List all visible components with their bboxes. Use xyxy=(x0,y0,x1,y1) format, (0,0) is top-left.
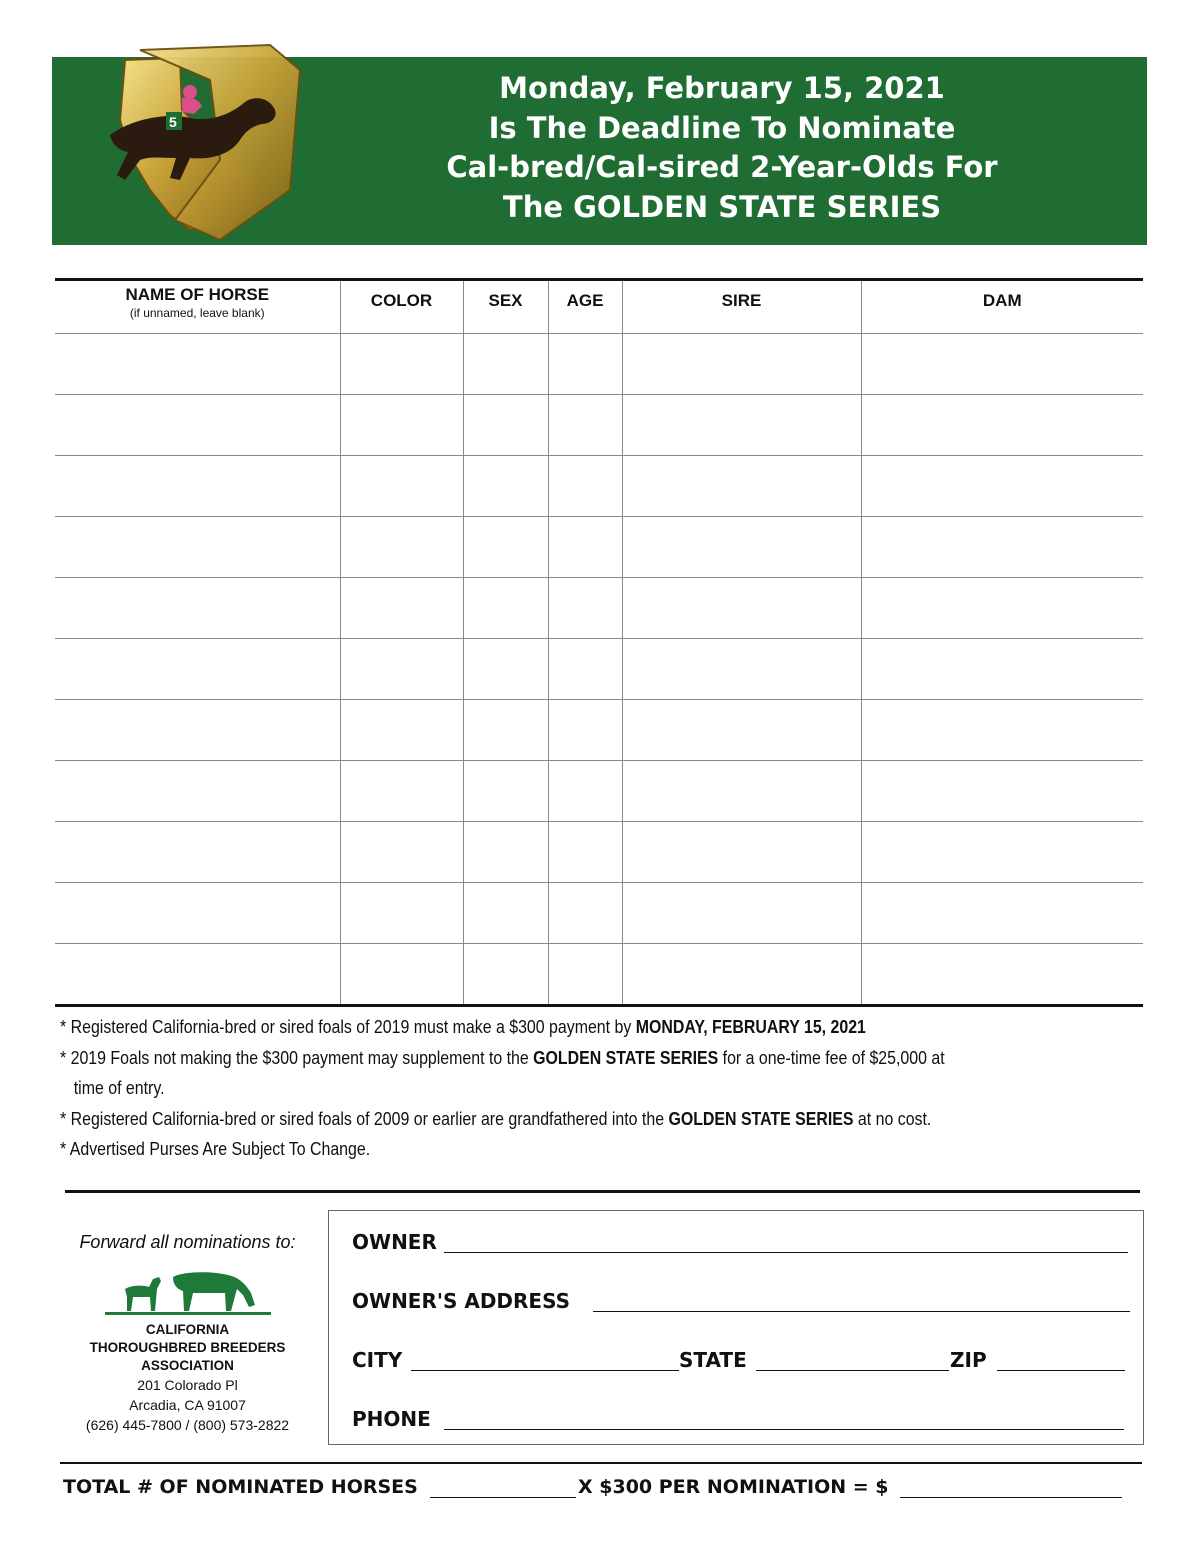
column-header-age: AGE xyxy=(548,280,622,334)
column-header-sex: SEX xyxy=(463,280,548,334)
owner-address-label: OWNER'S ADDRESS xyxy=(352,1289,571,1313)
cell-sex[interactable] xyxy=(463,639,548,700)
cell-dam[interactable] xyxy=(861,639,1143,700)
nomination-table xyxy=(55,278,1143,1007)
association-city: Arcadia, CA 91007 xyxy=(129,1397,246,1413)
owner-info-box xyxy=(328,1210,1144,1445)
cell-name[interactable] xyxy=(55,395,340,456)
cell-color[interactable] xyxy=(340,395,463,456)
cell-age[interactable] xyxy=(548,578,622,639)
cell-sire[interactable] xyxy=(622,578,861,639)
cell-sex[interactable] xyxy=(463,944,548,1006)
column-header-color: COLOR xyxy=(340,280,463,334)
deadline-line-2: Is The Deadline To Nominate xyxy=(488,110,956,145)
cell-sex[interactable] xyxy=(463,334,548,395)
cell-sire[interactable] xyxy=(622,883,861,944)
phone-field-line[interactable] xyxy=(444,1429,1124,1430)
note-3: * Registered California-bred or sired foals of 2009 or earlier are grandfathered into the GOLDEN STATE SERIES at no cost. xyxy=(60,1107,932,1129)
cell-sire[interactable] xyxy=(622,944,861,1006)
cell-sire[interactable] xyxy=(622,456,861,517)
cell-name[interactable] xyxy=(55,578,340,639)
cell-dam[interactable] xyxy=(861,334,1143,395)
note-2-continuation: time of entry. xyxy=(73,1077,165,1098)
cell-color[interactable] xyxy=(340,456,463,517)
cell-dam[interactable] xyxy=(861,578,1143,639)
cell-age[interactable] xyxy=(548,883,622,944)
table-row xyxy=(55,761,1143,822)
cell-dam[interactable] xyxy=(861,761,1143,822)
association-name: CALIFORNIA THOROUGHBRED BREEDERS ASSOCIATION xyxy=(89,1322,286,1373)
total-label: TOTAL # OF NOMINATED HORSES xyxy=(63,1476,418,1498)
deadline-line-3: Cal-bred/Cal-sired 2-Year-Olds For xyxy=(446,150,998,184)
cell-sex[interactable] xyxy=(463,883,548,944)
cell-age[interactable] xyxy=(548,517,622,578)
cell-sire[interactable] xyxy=(622,334,861,395)
cell-sire[interactable] xyxy=(622,700,861,761)
table-row xyxy=(55,822,1143,883)
forward-label: Forward all nominations to: xyxy=(79,1232,296,1252)
table-row xyxy=(55,334,1143,395)
owner-address-field-line[interactable] xyxy=(593,1311,1130,1312)
cell-age[interactable] xyxy=(548,944,622,1006)
cell-age[interactable] xyxy=(548,639,622,700)
cell-sex[interactable] xyxy=(463,700,548,761)
city-field-line[interactable] xyxy=(411,1370,679,1371)
cell-color[interactable] xyxy=(340,883,463,944)
city-label: CITY xyxy=(352,1348,403,1372)
cell-color[interactable] xyxy=(340,639,463,700)
cell-sex[interactable] xyxy=(463,578,548,639)
state-label: STATE xyxy=(679,1348,747,1372)
cell-name[interactable] xyxy=(55,639,340,700)
cell-sex[interactable] xyxy=(463,517,548,578)
cell-name[interactable] xyxy=(55,700,340,761)
svg-text:5: 5 xyxy=(169,114,177,130)
cell-sire[interactable] xyxy=(622,639,861,700)
section-divider xyxy=(65,1190,1140,1193)
cell-name[interactable] xyxy=(55,822,340,883)
deadline-line-4: The GOLDEN STATE SERIES xyxy=(502,189,942,224)
table-row xyxy=(55,578,1143,639)
note-2: * 2019 Foals not making the $300 payment may supplement to the GOLDEN STATE SERIES for a one-time fee of $25,000 at xyxy=(60,1046,945,1068)
cell-sire[interactable] xyxy=(622,761,861,822)
cell-age[interactable] xyxy=(548,761,622,822)
table-row xyxy=(55,456,1143,517)
cell-age[interactable] xyxy=(548,334,622,395)
cell-name[interactable] xyxy=(55,456,340,517)
owner-label: OWNER xyxy=(352,1230,437,1254)
column-header-dam: DAM xyxy=(861,280,1143,334)
golden-state-logo xyxy=(70,40,310,260)
zip-field-line[interactable] xyxy=(997,1370,1125,1371)
cell-dam[interactable] xyxy=(861,517,1143,578)
column-header-sire: SIRE xyxy=(622,280,861,334)
cell-color[interactable] xyxy=(340,822,463,883)
phone-label: PHONE xyxy=(352,1407,431,1431)
association-phone: (626) 445-7800 / (800) 573-2822 xyxy=(85,1417,290,1433)
total-multiplier: X $300 PER NOMINATION = $ xyxy=(578,1476,889,1498)
column-header-name: NAME OF HORSE (if unnamed, leave blank) xyxy=(55,280,340,334)
cell-age[interactable] xyxy=(548,456,622,517)
state-field-line[interactable] xyxy=(756,1370,949,1371)
cell-name[interactable] xyxy=(55,944,340,1006)
cell-sex[interactable] xyxy=(463,395,548,456)
association-street: 201 Colorado Pl xyxy=(137,1377,238,1393)
table-row xyxy=(55,944,1143,1006)
total-divider xyxy=(60,1462,1142,1464)
cell-color[interactable] xyxy=(340,944,463,1006)
cell-sex[interactable] xyxy=(463,456,548,517)
table-row xyxy=(55,395,1143,456)
cell-dam[interactable] xyxy=(861,822,1143,883)
table-row xyxy=(55,639,1143,700)
cell-name[interactable] xyxy=(55,334,340,395)
cell-age[interactable] xyxy=(548,700,622,761)
cell-name[interactable] xyxy=(55,761,340,822)
total-count-field-line[interactable] xyxy=(430,1497,576,1498)
cell-sire[interactable] xyxy=(622,517,861,578)
note-1: * Registered California-bred or sired foals of 2019 must make a $300 payment by MONDAY, FEBRUARY 15, 2021 xyxy=(60,1016,866,1037)
terms-notes xyxy=(60,1012,997,1165)
total-nominations-line xyxy=(63,1476,418,1498)
cell-name[interactable] xyxy=(55,517,340,578)
cell-dam[interactable] xyxy=(861,395,1143,456)
cell-color[interactable] xyxy=(340,517,463,578)
cell-dam[interactable] xyxy=(861,456,1143,517)
zip-label: ZIP xyxy=(950,1348,987,1372)
forward-address-block xyxy=(60,1232,315,1435)
table-row xyxy=(55,700,1143,761)
total-amount-field-line[interactable] xyxy=(900,1497,1122,1498)
table-row xyxy=(55,883,1143,944)
cell-age[interactable] xyxy=(548,395,622,456)
cell-color[interactable] xyxy=(340,578,463,639)
nomination-table-container xyxy=(55,278,1145,1007)
deadline-heading xyxy=(352,69,1092,227)
cell-age[interactable] xyxy=(548,822,622,883)
cell-dam[interactable] xyxy=(861,883,1143,944)
cell-color[interactable] xyxy=(340,700,463,761)
cell-sire[interactable] xyxy=(622,395,861,456)
cell-dam[interactable] xyxy=(861,700,1143,761)
table-header-row xyxy=(55,280,1143,334)
owner-field-line[interactable] xyxy=(444,1252,1128,1253)
mare-and-foal-logo-icon xyxy=(103,1267,273,1315)
note-4: * Advertised Purses Are Subject To Change. xyxy=(60,1138,371,1159)
cell-name[interactable] xyxy=(55,883,340,944)
name-column-note: (if unnamed, leave blank) xyxy=(129,306,265,320)
deadline-date: Monday, February 15, 2021 xyxy=(499,71,945,105)
cell-color[interactable] xyxy=(340,761,463,822)
cell-sex[interactable] xyxy=(463,822,548,883)
cell-dam[interactable] xyxy=(861,944,1143,1006)
table-row xyxy=(55,517,1143,578)
cell-color[interactable] xyxy=(340,334,463,395)
cell-sex[interactable] xyxy=(463,761,548,822)
cell-sire[interactable] xyxy=(622,822,861,883)
